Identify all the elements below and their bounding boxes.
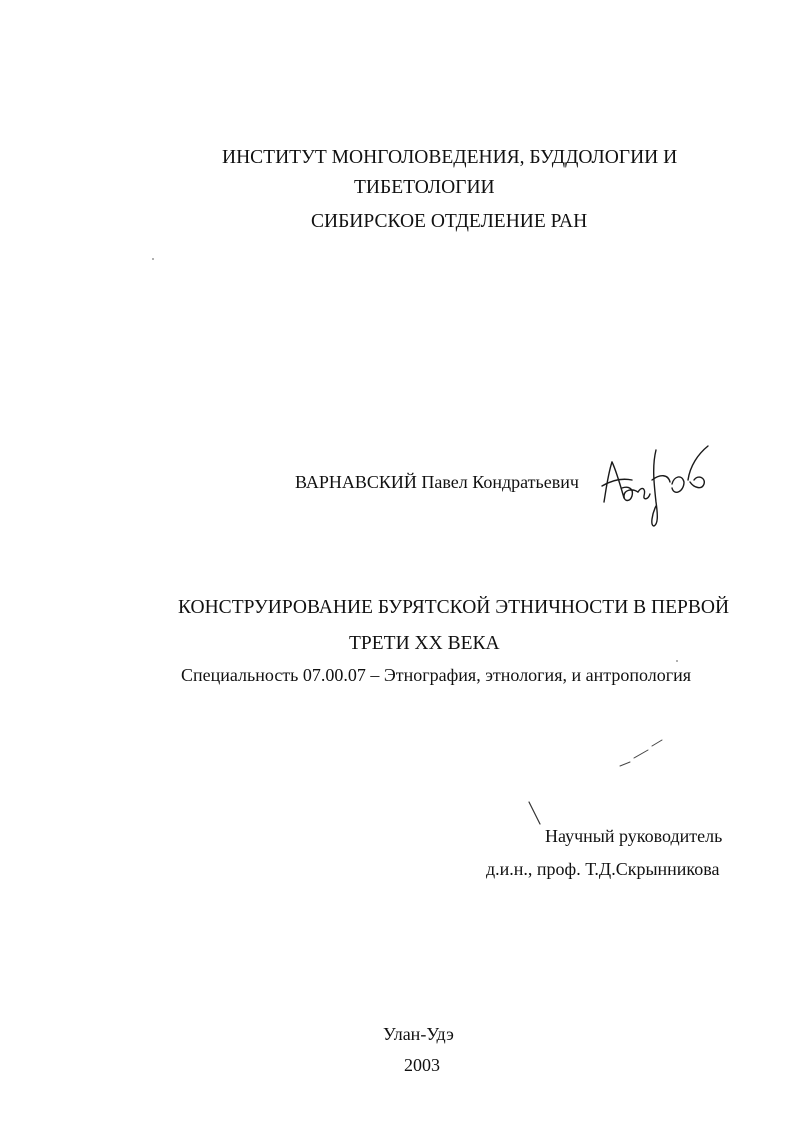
supervisor-label: Научный руководитель: [545, 826, 723, 846]
year: 2003: [404, 1055, 440, 1075]
scan-speck: [676, 660, 678, 662]
author-name: ВАРНАВСКИЙ Павел Кондратьевич: [295, 472, 579, 492]
scan-speck: [152, 258, 154, 260]
institution-line-2: ТИБЕТОЛОГИИ: [354, 177, 495, 198]
institution-line-3: СИБИРСКОЕ ОТДЕЛЕНИЕ РАН: [311, 211, 588, 232]
thesis-title-line-2: ТРЕТИ XX ВЕКА: [349, 633, 500, 654]
pen-stroke-mark: [618, 736, 664, 768]
supervisor-name: д.и.н., проф. Т.Д.Скрынникова: [486, 859, 720, 879]
specialty-line: Специальность 07.00.07 – Этнография, этнология, и антропология: [181, 665, 691, 685]
city: Улан-Удэ: [383, 1024, 454, 1044]
institution-line-1: ИНСТИТУТ МОНГОЛОВЕДЕНИЯ, БУДДОЛОГИИ И: [222, 147, 678, 168]
thesis-title-line-1: КОНСТРУИРОВАНИЕ БУРЯТСКОЙ ЭТНИЧНОСТИ В ПЕРВОЙ: [178, 597, 730, 618]
handwritten-signature: [598, 440, 718, 532]
pen-stroke-mark: [526, 800, 544, 826]
